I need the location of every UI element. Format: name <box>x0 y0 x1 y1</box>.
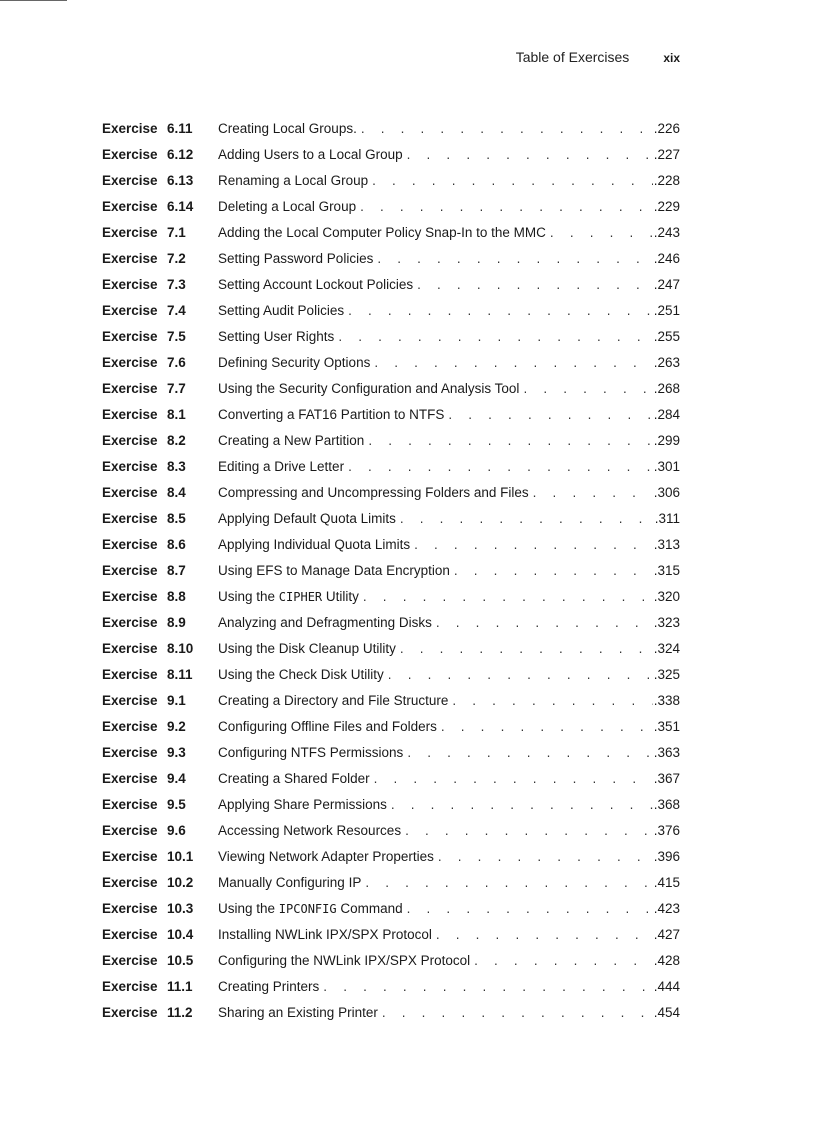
dot-leader <box>550 224 653 242</box>
dot-leader <box>400 510 654 528</box>
exercise-row <box>102 172 680 198</box>
exercise-title <box>218 926 432 944</box>
exercise-number: 6.13 <box>167 173 194 188</box>
exercise-label: Exercise <box>102 459 158 474</box>
exercise-page: .263 <box>653 355 680 370</box>
exercise-title-text: Using the <box>218 901 279 916</box>
exercise-title-line <box>218 770 680 788</box>
exercise-row <box>102 900 680 926</box>
exercise-title-line <box>218 978 680 996</box>
exercise-row <box>102 562 680 588</box>
exercise-label: Exercise <box>102 485 158 500</box>
dot-leader <box>388 666 653 684</box>
exercise-page: .315 <box>653 563 680 578</box>
exercise-title-command: IPCONFIG <box>278 902 337 916</box>
dot-leader <box>323 978 652 996</box>
exercise-page: .324 <box>653 641 680 656</box>
exercise-title-text: Installing NWLink IPX/SPX Protocol <box>218 927 432 942</box>
exercise-title-text: Configuring NTFS Permissions <box>218 745 404 760</box>
exercise-row <box>102 120 680 146</box>
exercise-label: Exercise <box>102 641 158 656</box>
dot-leader <box>407 900 653 918</box>
exercise-number: 7.7 <box>167 381 186 396</box>
exercise-label: Exercise <box>102 251 158 266</box>
exercise-page: .325 <box>653 667 680 682</box>
exercise-title-text: Adding Users to a Local Group <box>218 147 403 162</box>
exercise-page: .351 <box>653 719 680 734</box>
exercise-row <box>102 614 680 640</box>
exercise-page: .338 <box>653 693 680 708</box>
exercise-title-line <box>218 536 680 554</box>
dot-leader <box>374 770 653 788</box>
exercise-label: Exercise <box>102 173 158 188</box>
exercise-title-line <box>218 380 680 398</box>
exercise-title <box>218 120 357 138</box>
exercise-page: .428 <box>653 953 680 968</box>
exercise-title-text: Setting User Rights <box>218 329 335 344</box>
exercise-title <box>218 614 432 632</box>
exercise-title-text: Creating Printers <box>218 979 320 994</box>
exercise-label: Exercise <box>102 511 158 526</box>
exercise-title-text: Creating a Directory and File Structure <box>218 693 449 708</box>
exercise-number: 8.7 <box>167 563 186 578</box>
dot-leader <box>407 744 652 762</box>
exercise-title-line <box>218 510 680 528</box>
exercise-page: .306 <box>653 485 680 500</box>
exercise-label: Exercise <box>102 901 158 916</box>
exercise-title <box>218 666 384 684</box>
dot-leader <box>348 458 653 476</box>
exercise-title-text: Using the Disk Cleanup Utility <box>218 641 396 656</box>
exercise-label: Exercise <box>102 303 158 318</box>
exercise-title <box>218 978 319 996</box>
exercise-title <box>218 952 470 970</box>
exercise-title <box>218 588 359 606</box>
exercise-title-line <box>218 900 680 918</box>
exercise-title <box>218 562 450 580</box>
exercise-title-text: Converting a FAT16 Partition to NTFS <box>218 407 445 422</box>
exercise-page: .247 <box>653 277 680 292</box>
exercise-title-line <box>218 562 680 580</box>
exercise-number: 9.4 <box>167 771 186 786</box>
exercise-title-text: Using the <box>218 589 279 604</box>
exercise-title-text: Deleting a Local Group <box>218 199 357 214</box>
exercise-title-line <box>218 822 680 840</box>
exercise-number: 7.3 <box>167 277 186 292</box>
exercise-page: .243 <box>653 225 680 240</box>
exercise-title-text: Creating Local Groups. <box>218 121 357 136</box>
exercise-number: 8.8 <box>167 589 186 604</box>
exercise-title-line <box>218 614 680 632</box>
exercise-page: .427 <box>653 927 680 942</box>
dot-leader <box>348 302 653 320</box>
exercise-page: .368 <box>653 797 680 812</box>
exercise-row <box>102 848 680 874</box>
exercise-page: .268 <box>653 381 680 396</box>
exercise-label: Exercise <box>102 849 158 864</box>
dot-leader <box>448 406 652 424</box>
exercise-page: .423 <box>653 901 680 916</box>
exercise-label: Exercise <box>102 927 158 942</box>
exercise-number: 9.3 <box>167 745 186 760</box>
exercise-label: Exercise <box>102 537 158 552</box>
exercise-title-line <box>218 250 680 268</box>
dot-leader <box>405 822 653 840</box>
exercise-page: .284 <box>653 407 680 422</box>
dot-leader <box>368 432 652 450</box>
exercise-page: .226 <box>653 121 680 136</box>
exercise-page: .363 <box>653 745 680 760</box>
exercise-title <box>218 536 410 554</box>
exercise-label: Exercise <box>102 1005 158 1020</box>
exercise-title-line <box>218 874 680 892</box>
dot-leader <box>533 484 653 502</box>
exercise-row <box>102 380 680 406</box>
exercise-number: 8.1 <box>167 407 186 422</box>
exercise-row <box>102 1004 680 1030</box>
exercise-page: .415 <box>653 875 680 890</box>
exercise-row <box>102 926 680 952</box>
exercise-number: 8.5 <box>167 511 186 526</box>
exercise-page: .228 <box>653 173 680 188</box>
exercise-label: Exercise <box>102 745 158 760</box>
exercise-number: 7.5 <box>167 329 186 344</box>
exercise-row <box>102 874 680 900</box>
exercise-row <box>102 640 680 666</box>
exercise-title <box>218 146 403 164</box>
dot-leader <box>414 536 653 554</box>
exercise-number: 10.1 <box>167 849 194 864</box>
exercise-title-line <box>218 432 680 450</box>
exercise-title <box>218 380 519 398</box>
exercise-number: 9.6 <box>167 823 186 838</box>
exercise-title-text: Analyzing and Defragmenting Disks <box>218 615 432 630</box>
exercise-title <box>218 198 356 216</box>
exercise-title-line <box>218 796 680 814</box>
exercise-number: 6.11 <box>167 121 193 136</box>
exercise-page: .227 <box>653 147 680 162</box>
exercise-page: .229 <box>653 199 680 214</box>
exercise-title-line <box>218 484 680 502</box>
exercise-title <box>218 900 403 918</box>
exercise-number: 8.9 <box>167 615 186 630</box>
exercise-row <box>102 666 680 692</box>
exercise-title-text: Compressing and Uncompressing Folders and Files <box>218 485 529 500</box>
exercise-row <box>102 978 680 1004</box>
exercise-number: 10.2 <box>167 875 194 890</box>
exercise-title <box>218 406 444 424</box>
exercise-label: Exercise <box>102 563 158 578</box>
dot-leader <box>338 328 652 346</box>
exercise-number: 8.3 <box>167 459 186 474</box>
dot-leader <box>436 926 653 944</box>
exercise-title-line <box>218 588 680 606</box>
exercise-title-line <box>218 120 680 138</box>
exercise-title-line <box>218 926 680 944</box>
corner-rule <box>0 0 67 1</box>
exercise-page: .251 <box>653 303 680 318</box>
exercise-number: 9.2 <box>167 719 186 734</box>
exercise-label: Exercise <box>102 589 158 604</box>
exercise-row <box>102 744 680 770</box>
exercise-row <box>102 458 680 484</box>
exercise-row <box>102 510 680 536</box>
exercise-title <box>218 510 396 528</box>
dot-leader <box>363 588 653 606</box>
exercise-page: .246 <box>653 251 680 266</box>
exercise-title <box>218 224 546 242</box>
running-head <box>0 48 680 67</box>
exercise-page: .376 <box>653 823 680 838</box>
exercise-title-text: Setting Account Lockout Policies <box>218 277 414 292</box>
exercise-page: .454 <box>653 1005 680 1020</box>
exercise-title-text: Defining Security Options <box>218 355 371 370</box>
exercise-title <box>218 744 403 762</box>
exercise-title-text: Creating a Shared Folder <box>218 771 370 786</box>
exercise-row <box>102 484 680 510</box>
exercise-page: .311 <box>654 511 680 526</box>
exercise-title-line <box>218 458 680 476</box>
exercise-title <box>218 796 387 814</box>
exercise-row <box>102 588 680 614</box>
dot-leader <box>374 354 652 372</box>
dot-leader <box>438 848 653 866</box>
exercise-row <box>102 302 680 328</box>
exercise-label: Exercise <box>102 407 158 422</box>
exercise-title-text: Using the Check Disk Utility <box>218 667 384 682</box>
exercise-title-line <box>218 406 680 424</box>
exercise-number: 9.5 <box>167 797 186 812</box>
exercise-number: 8.2 <box>167 433 186 448</box>
exercise-number: 8.6 <box>167 537 186 552</box>
exercise-page: .367 <box>653 771 680 786</box>
exercise-row <box>102 328 680 354</box>
exercise-number: 8.10 <box>167 641 194 656</box>
exercise-label: Exercise <box>102 667 158 682</box>
exercise-title <box>218 458 344 476</box>
exercise-row <box>102 432 680 458</box>
exercise-title <box>218 276 413 294</box>
running-title: Table of Exercises <box>515 49 630 65</box>
exercise-row <box>102 822 680 848</box>
exercise-label: Exercise <box>102 875 158 890</box>
exercise-title-line <box>218 354 680 372</box>
exercise-number: 7.6 <box>167 355 186 370</box>
dot-leader <box>407 146 653 164</box>
exercise-row <box>102 250 680 276</box>
exercise-title-text: Accessing Network Resources <box>218 823 402 838</box>
exercise-number: 6.12 <box>167 147 194 162</box>
exercise-title-text: Setting Audit Policies <box>218 303 345 318</box>
exercise-row <box>102 796 680 822</box>
exercise-label: Exercise <box>102 329 158 344</box>
dot-leader <box>360 198 653 216</box>
exercise-page: .313 <box>653 537 680 552</box>
page-number: xix <box>663 51 680 65</box>
exercise-label: Exercise <box>102 433 158 448</box>
exercise-row <box>102 770 680 796</box>
exercise-number: 7.2 <box>167 251 186 266</box>
exercise-title <box>218 484 529 502</box>
exercise-label: Exercise <box>102 277 158 292</box>
exercise-row <box>102 406 680 432</box>
exercise-title-suffix: Command <box>336 901 403 916</box>
exercise-title <box>218 432 364 450</box>
exercise-title-text: Using the Security Configuration and Analysis Tool <box>218 381 520 396</box>
exercise-label: Exercise <box>102 381 158 396</box>
exercise-page: .320 <box>653 589 680 604</box>
dot-leader <box>523 380 652 398</box>
exercise-title <box>218 640 396 658</box>
exercise-label: Exercise <box>102 199 158 214</box>
exercise-title-line <box>218 692 680 710</box>
exercise-title-text: Adding the Local Computer Policy Snap-In to the MMC <box>218 225 546 240</box>
exercise-title <box>218 770 370 788</box>
exercise-row <box>102 146 680 172</box>
exercise-title-line <box>218 328 680 346</box>
exercise-label: Exercise <box>102 355 158 370</box>
exercise-title <box>218 302 344 320</box>
exercise-title <box>218 1004 378 1022</box>
dot-leader <box>452 692 652 710</box>
exercise-title-text: Manually Configuring IP <box>218 875 362 890</box>
dot-leader <box>377 250 652 268</box>
exercise-number: 7.1 <box>167 225 186 240</box>
exercise-number: 11.1 <box>167 979 193 994</box>
exercise-title-text: Applying Share Permissions <box>218 797 387 812</box>
exercise-title-line <box>218 640 680 658</box>
exercise-number: 8.11 <box>167 667 193 682</box>
exercise-row <box>102 224 680 250</box>
exercise-page: .255 <box>653 329 680 344</box>
exercise-page: .301 <box>653 459 680 474</box>
exercise-number: 11.2 <box>167 1005 193 1020</box>
exercise-title-text: Sharing an Existing Printer <box>218 1005 378 1020</box>
exercise-title <box>218 354 370 372</box>
exercise-label: Exercise <box>102 121 158 136</box>
exercise-page: .323 <box>653 615 680 630</box>
dot-leader <box>391 796 653 814</box>
exercise-label: Exercise <box>102 979 158 994</box>
exercise-row <box>102 198 680 224</box>
exercise-number: 6.14 <box>167 199 194 214</box>
exercise-title-line <box>218 952 680 970</box>
exercise-title-line <box>218 172 680 190</box>
exercise-title-text: Configuring the NWLink IPX/SPX Protocol <box>218 953 471 968</box>
exercise-label: Exercise <box>102 225 158 240</box>
dot-leader <box>441 718 653 736</box>
exercise-title-line <box>218 744 680 762</box>
exercise-title-command: CIPHER <box>278 590 323 604</box>
exercise-title-text: Creating a New Partition <box>218 433 365 448</box>
exercise-title <box>218 172 368 190</box>
exercise-title-text: Editing a Drive Letter <box>218 459 345 474</box>
exercise-title-text: Using EFS to Manage Data Encryption <box>218 563 450 578</box>
exercise-number: 10.5 <box>167 953 194 968</box>
exercise-title <box>218 848 434 866</box>
dot-leader <box>382 1004 653 1022</box>
exercise-title-line <box>218 848 680 866</box>
exercise-title-suffix: Utility <box>322 589 359 604</box>
exercise-row <box>102 536 680 562</box>
exercise-title-line <box>218 276 680 294</box>
exercise-number: 10.4 <box>167 927 194 942</box>
dot-leader <box>454 562 653 580</box>
exercise-row <box>102 276 680 302</box>
exercise-title-line <box>218 718 680 736</box>
exercise-label: Exercise <box>102 147 158 162</box>
dot-leader <box>361 120 653 138</box>
exercise-title <box>218 822 401 840</box>
exercise-list <box>102 120 680 1030</box>
exercise-row <box>102 354 680 380</box>
dot-leader <box>474 952 653 970</box>
exercise-label: Exercise <box>102 823 158 838</box>
exercise-page: .299 <box>653 433 680 448</box>
exercise-title-line <box>218 224 680 242</box>
exercise-title-text: Viewing Network Adapter Properties <box>218 849 434 864</box>
exercise-title <box>218 250 373 268</box>
exercise-title-text: Setting Password Policies <box>218 251 374 266</box>
exercise-number: 7.4 <box>167 303 186 318</box>
exercise-title-line <box>218 666 680 684</box>
exercise-row <box>102 692 680 718</box>
exercise-label: Exercise <box>102 797 158 812</box>
exercise-label: Exercise <box>102 719 158 734</box>
exercise-title <box>218 692 448 710</box>
exercise-title <box>218 328 334 346</box>
exercise-title-text: Applying Individual Quota Limits <box>218 537 411 552</box>
exercise-title-text: Configuring Offline Files and Folders <box>218 719 437 734</box>
exercise-title <box>218 718 437 736</box>
exercise-row <box>102 718 680 744</box>
exercise-label: Exercise <box>102 615 158 630</box>
exercise-title-line <box>218 198 680 216</box>
dot-leader <box>400 640 653 658</box>
exercise-title-text: Applying Default Quota Limits <box>218 511 396 526</box>
exercise-label: Exercise <box>102 771 158 786</box>
exercise-label: Exercise <box>102 953 158 968</box>
exercise-number: 10.3 <box>167 901 194 916</box>
dot-leader <box>372 172 653 190</box>
exercise-title <box>218 874 361 892</box>
exercise-row <box>102 952 680 978</box>
dot-leader <box>417 276 653 294</box>
exercise-page: .396 <box>653 849 680 864</box>
exercise-page: .444 <box>653 979 680 994</box>
exercise-title-line <box>218 1004 680 1022</box>
exercise-title-line <box>218 146 680 164</box>
exercise-label: Exercise <box>102 693 158 708</box>
exercise-title-text: Renaming a Local Group <box>218 173 369 188</box>
dot-leader <box>365 874 652 892</box>
dot-leader <box>436 614 653 632</box>
exercise-number: 9.1 <box>167 693 186 708</box>
exercise-number: 8.4 <box>167 485 186 500</box>
exercise-title-line <box>218 302 680 320</box>
